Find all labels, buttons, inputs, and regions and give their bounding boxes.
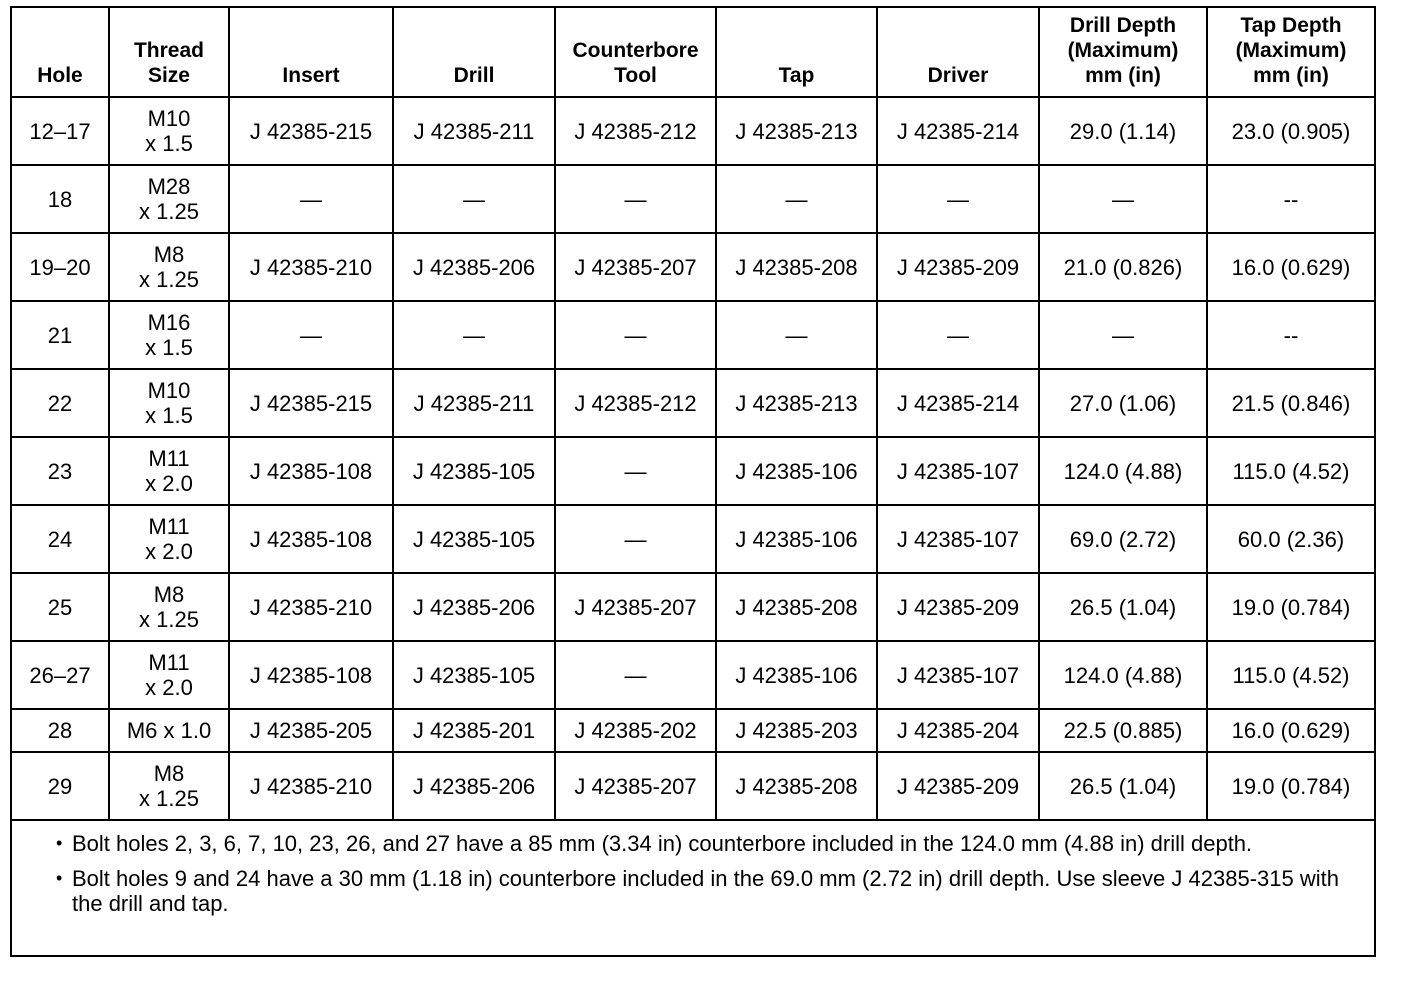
drill-cell: J 42385-201 bbox=[393, 709, 555, 752]
driver-cell: J 42385-209 bbox=[877, 573, 1039, 641]
drill-cell: J 42385-211 bbox=[393, 97, 555, 165]
bullet-icon: • bbox=[56, 868, 63, 888]
bullet-icon: • bbox=[56, 833, 63, 853]
col-header-tap: Tap bbox=[716, 7, 877, 97]
hole-cell: 29 bbox=[11, 752, 109, 820]
counterbore-cell: J 42385-207 bbox=[555, 752, 716, 820]
table-row bbox=[11, 369, 1375, 437]
drill-depth-cell: 22.5 (0.885) bbox=[1039, 709, 1207, 752]
insert-cell: — bbox=[229, 165, 393, 233]
thread-repair-tool-table bbox=[10, 6, 1376, 957]
table-row bbox=[11, 709, 1375, 752]
tap-cell: J 42385-106 bbox=[716, 641, 877, 709]
insert-cell: J 42385-205 bbox=[229, 709, 393, 752]
drill-depth-cell: 26.5 (1.04) bbox=[1039, 573, 1207, 641]
tap-depth-cell: 16.0 (0.629) bbox=[1207, 233, 1375, 301]
driver-cell: J 42385-214 bbox=[877, 369, 1039, 437]
insert-cell: J 42385-210 bbox=[229, 573, 393, 641]
col-header-drill-depth: Drill Depth (Maximum) mm (in) bbox=[1039, 7, 1207, 97]
drill-cell: J 42385-206 bbox=[393, 233, 555, 301]
driver-cell: J 42385-214 bbox=[877, 97, 1039, 165]
drill-depth-cell: — bbox=[1039, 301, 1207, 369]
driver-cell: — bbox=[877, 165, 1039, 233]
thread-size-cell: M11 x 2.0 bbox=[109, 437, 229, 505]
thread-size-cell: M28 x 1.25 bbox=[109, 165, 229, 233]
drill-cell: J 42385-105 bbox=[393, 437, 555, 505]
hole-cell: 24 bbox=[11, 505, 109, 573]
driver-cell: J 42385-209 bbox=[877, 752, 1039, 820]
drill-cell: J 42385-206 bbox=[393, 752, 555, 820]
insert-cell: J 42385-210 bbox=[229, 233, 393, 301]
tap-cell: J 42385-213 bbox=[716, 369, 877, 437]
thread-size-cell: M16 x 1.5 bbox=[109, 301, 229, 369]
notes-cell bbox=[11, 820, 1375, 956]
tap-depth-cell: 16.0 (0.629) bbox=[1207, 709, 1375, 752]
hole-cell: 26–27 bbox=[11, 641, 109, 709]
insert-cell: J 42385-210 bbox=[229, 752, 393, 820]
thread-size-cell: M6 x 1.0 bbox=[109, 709, 229, 752]
thread-size-cell: M10 x 1.5 bbox=[109, 97, 229, 165]
drill-depth-cell: — bbox=[1039, 165, 1207, 233]
drill-depth-cell: 69.0 (2.72) bbox=[1039, 505, 1207, 573]
table-row bbox=[11, 437, 1375, 505]
drill-cell: J 42385-211 bbox=[393, 369, 555, 437]
tap-cell: — bbox=[716, 165, 877, 233]
thread-size-cell: M10 x 1.5 bbox=[109, 369, 229, 437]
counterbore-cell: — bbox=[555, 641, 716, 709]
counterbore-cell: — bbox=[555, 301, 716, 369]
tap-cell: J 42385-208 bbox=[716, 233, 877, 301]
hole-cell: 18 bbox=[11, 165, 109, 233]
tap-depth-cell: 23.0 (0.905) bbox=[1207, 97, 1375, 165]
col-header-hole: Hole bbox=[11, 7, 109, 97]
tap-cell: J 42385-208 bbox=[716, 573, 877, 641]
thread-size-cell: M8 x 1.25 bbox=[109, 233, 229, 301]
note-item bbox=[56, 866, 1354, 916]
tap-cell: J 42385-208 bbox=[716, 752, 877, 820]
tap-cell: — bbox=[716, 301, 877, 369]
tap-depth-cell: 19.0 (0.784) bbox=[1207, 752, 1375, 820]
col-header-drill: Drill bbox=[393, 7, 555, 97]
table-row bbox=[11, 641, 1375, 709]
tap-depth-cell: 115.0 (4.52) bbox=[1207, 641, 1375, 709]
col-header-insert: Insert bbox=[229, 7, 393, 97]
tap-depth-cell: -- bbox=[1207, 165, 1375, 233]
drill-cell: — bbox=[393, 165, 555, 233]
counterbore-cell: — bbox=[555, 437, 716, 505]
counterbore-cell: J 42385-207 bbox=[555, 233, 716, 301]
col-header-tap-depth: Tap Depth (Maximum) mm (in) bbox=[1207, 7, 1375, 97]
thread-size-cell: M11 x 2.0 bbox=[109, 505, 229, 573]
insert-cell: J 42385-108 bbox=[229, 437, 393, 505]
tap-depth-cell: -- bbox=[1207, 301, 1375, 369]
drill-depth-cell: 26.5 (1.04) bbox=[1039, 752, 1207, 820]
drill-cell: J 42385-206 bbox=[393, 573, 555, 641]
col-header-counterbore-tool: Counterbore Tool bbox=[555, 7, 716, 97]
drill-depth-cell: 27.0 (1.06) bbox=[1039, 369, 1207, 437]
table-row bbox=[11, 233, 1375, 301]
table-row bbox=[11, 752, 1375, 820]
insert-cell: J 42385-108 bbox=[229, 641, 393, 709]
insert-cell: — bbox=[229, 301, 393, 369]
specification-sheet bbox=[10, 6, 1376, 957]
driver-cell: J 42385-107 bbox=[877, 505, 1039, 573]
thread-size-cell: M8 x 1.25 bbox=[109, 752, 229, 820]
header-row bbox=[11, 7, 1375, 97]
counterbore-cell: J 42385-202 bbox=[555, 709, 716, 752]
thread-size-cell: M8 x 1.25 bbox=[109, 573, 229, 641]
hole-cell: 25 bbox=[11, 573, 109, 641]
hole-cell: 21 bbox=[11, 301, 109, 369]
table-row bbox=[11, 573, 1375, 641]
drill-depth-cell: 29.0 (1.14) bbox=[1039, 97, 1207, 165]
counterbore-cell: J 42385-212 bbox=[555, 369, 716, 437]
hole-cell: 19–20 bbox=[11, 233, 109, 301]
col-header-thread-size: Thread Size bbox=[109, 7, 229, 97]
tap-cell: J 42385-106 bbox=[716, 437, 877, 505]
note-text: Bolt holes 9 and 24 have a 30 mm (1.18 in) counterbore included in the 69.0 mm (2.72 in) drill depth. Use sleeve J 42385-315 with the drill and tap. bbox=[72, 866, 1339, 916]
table-row bbox=[11, 301, 1375, 369]
drill-cell: — bbox=[393, 301, 555, 369]
counterbore-cell: — bbox=[555, 165, 716, 233]
note-item bbox=[56, 831, 1354, 856]
counterbore-cell: J 42385-207 bbox=[555, 573, 716, 641]
hole-cell: 22 bbox=[11, 369, 109, 437]
drill-cell: J 42385-105 bbox=[393, 505, 555, 573]
table-row bbox=[11, 165, 1375, 233]
driver-cell: J 42385-107 bbox=[877, 437, 1039, 505]
driver-cell: J 42385-107 bbox=[877, 641, 1039, 709]
insert-cell: J 42385-215 bbox=[229, 97, 393, 165]
drill-depth-cell: 21.0 (0.826) bbox=[1039, 233, 1207, 301]
drill-cell: J 42385-105 bbox=[393, 641, 555, 709]
table-row bbox=[11, 97, 1375, 165]
insert-cell: J 42385-108 bbox=[229, 505, 393, 573]
thread-size-cell: M11 x 2.0 bbox=[109, 641, 229, 709]
tap-depth-cell: 60.0 (2.36) bbox=[1207, 505, 1375, 573]
tap-cell: J 42385-203 bbox=[716, 709, 877, 752]
hole-cell: 12–17 bbox=[11, 97, 109, 165]
tap-depth-cell: 21.5 (0.846) bbox=[1207, 369, 1375, 437]
hole-cell: 23 bbox=[11, 437, 109, 505]
counterbore-cell: J 42385-212 bbox=[555, 97, 716, 165]
counterbore-cell: — bbox=[555, 505, 716, 573]
notes-row bbox=[11, 820, 1375, 956]
table-row bbox=[11, 505, 1375, 573]
driver-cell: — bbox=[877, 301, 1039, 369]
drill-depth-cell: 124.0 (4.88) bbox=[1039, 641, 1207, 709]
note-text: Bolt holes 2, 3, 6, 7, 10, 23, 26, and 27 have a 85 mm (3.34 in) counterbore included in the 124.0 mm (4.88 in) drill depth. bbox=[72, 831, 1253, 856]
driver-cell: J 42385-209 bbox=[877, 233, 1039, 301]
insert-cell: J 42385-215 bbox=[229, 369, 393, 437]
tap-cell: J 42385-213 bbox=[716, 97, 877, 165]
driver-cell: J 42385-204 bbox=[877, 709, 1039, 752]
drill-depth-cell: 124.0 (4.88) bbox=[1039, 437, 1207, 505]
col-header-driver: Driver bbox=[877, 7, 1039, 97]
tap-cell: J 42385-106 bbox=[716, 505, 877, 573]
tap-depth-cell: 115.0 (4.52) bbox=[1207, 437, 1375, 505]
hole-cell: 28 bbox=[11, 709, 109, 752]
tap-depth-cell: 19.0 (0.784) bbox=[1207, 573, 1375, 641]
